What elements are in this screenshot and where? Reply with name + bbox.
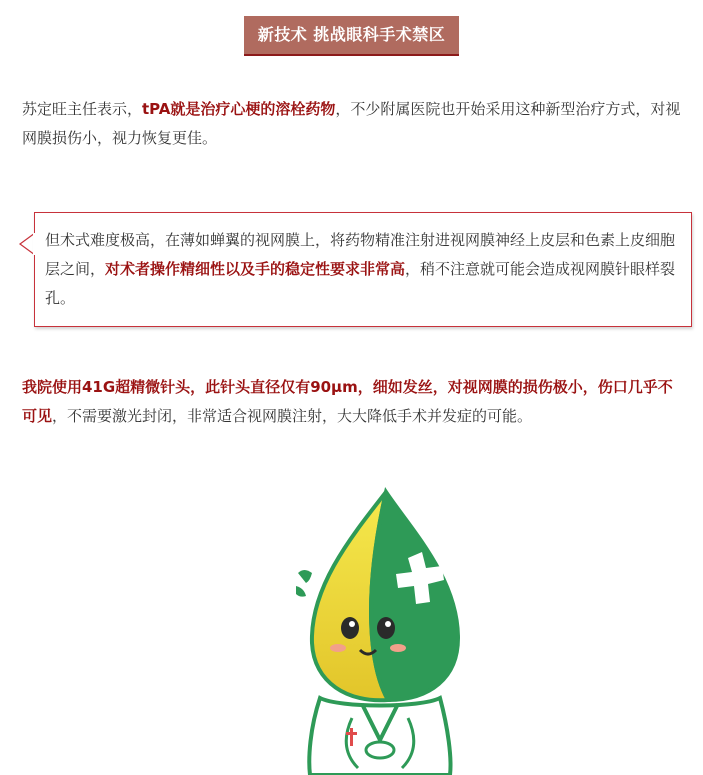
paragraph-intro bbox=[22, 95, 682, 153]
para1-text-a: 苏定旺主任表示， bbox=[22, 100, 143, 118]
callout-highlight: 对术者操作精细性以及手的稳定性要求非常高 bbox=[105, 260, 406, 278]
callout-box bbox=[34, 212, 692, 327]
callout-text bbox=[45, 226, 681, 313]
paragraph-needle bbox=[22, 373, 682, 431]
para1-highlight: tPA就是治疗心梗的溶栓药物 bbox=[142, 100, 336, 118]
callout-text-b: ，稍不注意就可能会造成视网膜针眼样裂孔。 bbox=[45, 260, 676, 307]
doctor-drop-mascot-icon bbox=[290, 478, 470, 775]
section-title bbox=[0, 16, 703, 56]
para3-text-b: ，不需要激光封闭，非常适合视网膜注射，大大降低手术并发症的可能。 bbox=[52, 407, 533, 425]
callout-pointer-mask bbox=[33, 232, 36, 256]
callout-text-a: 但术式难度极高，在薄如蝉翼的视网膜上，将药物精准注射进视网膜神经上皮层和色素上皮细胞层之间， bbox=[45, 231, 676, 278]
para1-text-b: ，不少附属医院也开始采用这种新型治疗方式，对视网膜损伤小，视力恢复更佳。 bbox=[22, 100, 681, 147]
para3-highlight: 我院使用41G超精微针头，此针头直径仅有90μm，细如发丝，对视网膜的损伤极小，伤口几乎不可见 bbox=[22, 378, 673, 425]
title-badge: 新技术 挑战眼科手术禁区 bbox=[244, 16, 460, 56]
